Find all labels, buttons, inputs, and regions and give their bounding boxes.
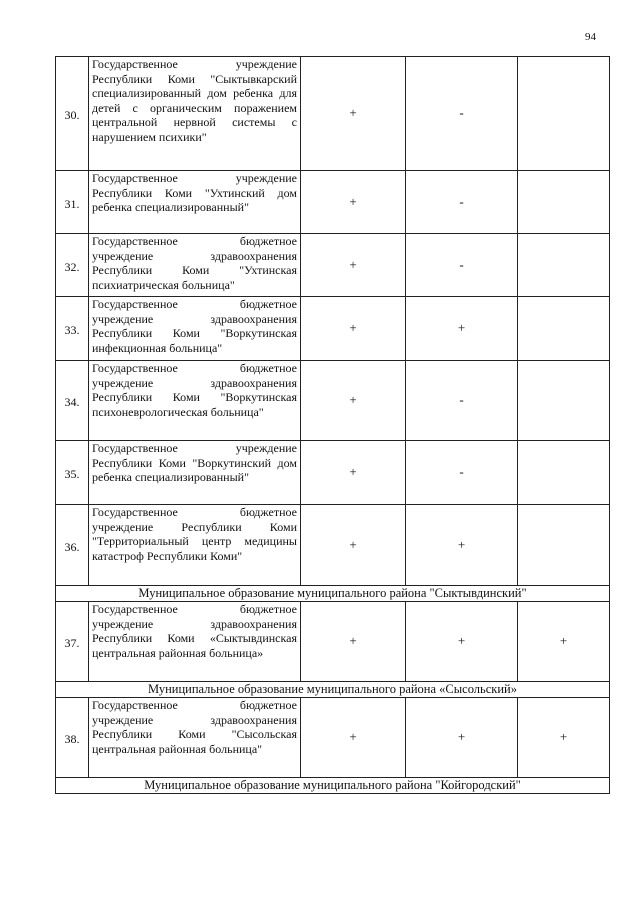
table-row: [56, 361, 610, 441]
institution-name: Государственное бюджетное учреждение здравоохранения Республики Коми "Ухтинская психиатрическая больница": [89, 234, 301, 297]
mark-col-1: +: [301, 361, 406, 441]
institution-name: Государственное бюджетное учреждение Республики Коми "Территориальный центр медицины катастроф Республики Коми": [89, 505, 301, 586]
row-number: 31.: [56, 171, 89, 234]
mark-col-1: +: [301, 441, 406, 505]
row-number: 34.: [56, 361, 89, 441]
institution-name: Государственное учреждение Республики Коми "Воркутинский дом ребенка специализированный": [89, 441, 301, 505]
row-number: 30.: [56, 57, 89, 171]
institution-name: Государственное бюджетное учреждение здравоохранения Республики Коми «Сыктывдинская центральная районная больница»: [89, 602, 301, 682]
section-heading-row: [56, 586, 610, 602]
mark-col-2: +: [406, 297, 518, 361]
row-number: 35.: [56, 441, 89, 505]
mark-col-2: -: [406, 361, 518, 441]
mark-col-1: +: [301, 57, 406, 171]
mark-col-2: -: [406, 57, 518, 171]
section-heading: Муниципальное образование муниципального района "Койгородский": [56, 778, 610, 794]
section-heading: Муниципальное образование муниципального района "Сыктывдинский": [56, 586, 610, 602]
row-number: 38.: [56, 698, 89, 778]
mark-col-1: +: [301, 234, 406, 297]
row-number: 37.: [56, 602, 89, 682]
mark-col-2: +: [406, 602, 518, 682]
institution-name: Государственное учреждение Республики Коми "Сыктывкарский специализированный дом ребенка для детей с органическим поражением центральной нервной системы с нарушением психики": [89, 57, 301, 171]
table-row: [56, 234, 610, 297]
mark-col-2: +: [406, 698, 518, 778]
institution-name: Государственное бюджетное учреждение здравоохранения Республики Коми "Сысольская центральная районная больница": [89, 698, 301, 778]
mark-col-2: +: [406, 505, 518, 586]
mark-col-3: [518, 441, 610, 505]
institutions-table: [55, 56, 610, 794]
table-row: [56, 698, 610, 778]
mark-col-3: [518, 297, 610, 361]
mark-col-1: +: [301, 297, 406, 361]
page-number: 94: [585, 31, 596, 43]
institution-name: Государственное бюджетное учреждение здравоохранения Республики Коми "Воркутинская психоневрологическая больница": [89, 361, 301, 441]
mark-col-1: +: [301, 505, 406, 586]
mark-col-3: [518, 505, 610, 586]
table-row: [56, 441, 610, 505]
table-row: [56, 57, 610, 171]
table-row: [56, 297, 610, 361]
table-row: [56, 505, 610, 586]
row-number: 36.: [56, 505, 89, 586]
mark-col-3: [518, 361, 610, 441]
mark-col-3: +: [518, 602, 610, 682]
institution-name: Государственное учреждение Республики Коми "Ухтинский дом ребенка специализированный": [89, 171, 301, 234]
mark-col-1: +: [301, 698, 406, 778]
mark-col-3: [518, 171, 610, 234]
mark-col-2: -: [406, 234, 518, 297]
mark-col-1: +: [301, 602, 406, 682]
mark-col-1: +: [301, 171, 406, 234]
section-heading: Муниципальное образование муниципального района «Сысольский»: [56, 682, 610, 698]
mark-col-3: [518, 234, 610, 297]
table-row: [56, 171, 610, 234]
row-number: 33.: [56, 297, 89, 361]
mark-col-3: +: [518, 698, 610, 778]
section-heading-row: [56, 778, 610, 794]
mark-col-2: -: [406, 441, 518, 505]
section-heading-row: [56, 682, 610, 698]
row-number: 32.: [56, 234, 89, 297]
mark-col-2: -: [406, 171, 518, 234]
mark-col-3: [518, 57, 610, 171]
institution-name: Государственное бюджетное учреждение здравоохранения Республики Коми "Воркутинская инфекционная больница": [89, 297, 301, 361]
table-row: [56, 602, 610, 682]
